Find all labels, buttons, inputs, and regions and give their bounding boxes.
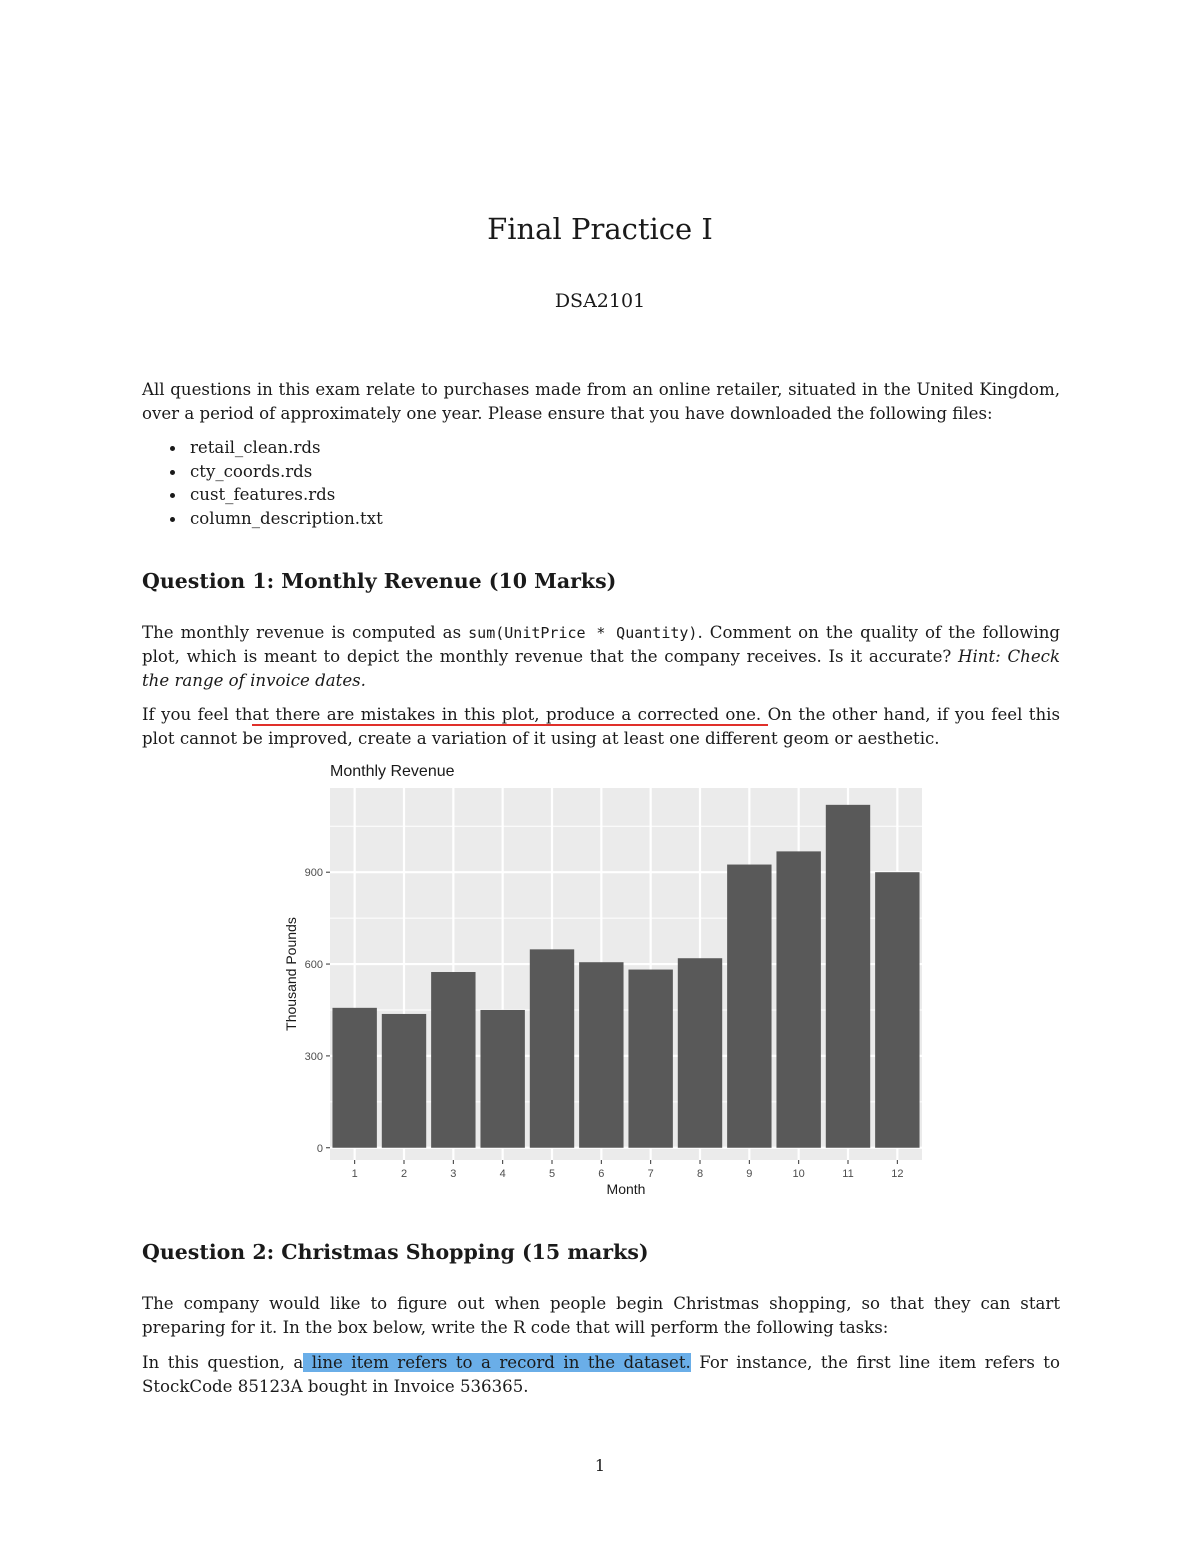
x-tick-label: 4 — [499, 1168, 506, 1180]
q1-text: If you feel th — [142, 705, 253, 724]
bar-month-11 — [826, 805, 870, 1148]
y-tick-label: 900 — [304, 867, 323, 880]
x-tick-label: 8 — [696, 1168, 704, 1180]
x-tick-label: 10 — [792, 1168, 805, 1180]
x-axis-label: Month — [606, 1181, 646, 1197]
bar-month-12 — [875, 872, 919, 1148]
monthly-revenue-chart — [275, 755, 935, 1205]
list-item: cty_coords.rds — [170, 460, 383, 484]
list-item: column_description.txt — [170, 507, 383, 531]
x-tick-label: 6 — [598, 1168, 605, 1180]
x-tick-label: 11 — [842, 1168, 854, 1180]
q2-text: For instance, the first line item refers to StockCode 85123A bought in Invoice 536365. — [142, 1353, 1060, 1396]
bar-month-9 — [727, 865, 771, 1148]
bar-month-10 — [776, 851, 820, 1147]
question-1-paragraph-1 — [142, 621, 1060, 693]
y-axis-label: Thousand Pounds — [283, 917, 299, 1031]
question-2-paragraph-2 — [142, 1351, 1060, 1399]
chart-title: Monthly Revenue — [330, 763, 455, 780]
intro-paragraph: All questions in this exam relate to purchases made from an online retailer, situated in the United Kingdom, over a period of approximately one year. Please ensure that you have downloaded the following files: — [142, 380, 1060, 423]
q1-text: . Comment on the quality of the following plot, which is meant to depict the monthly revenue that the company receives. Is it accurate? — [142, 623, 1060, 666]
x-tick-label: 7 — [647, 1168, 654, 1180]
q1-text: The monthly revenue is computed as — [142, 623, 469, 642]
bar-month-6 — [579, 962, 623, 1148]
y-tick-label: 600 — [304, 959, 323, 972]
file-list — [170, 436, 383, 530]
question-2-paragraph-1: The company would like to figure out when people begin Christmas shopping, so that they can start preparing for it. In the box below, write the R code that will perform the following tasks: — [142, 1294, 1060, 1337]
x-tick-label: 12 — [891, 1168, 904, 1180]
bar-month-1 — [332, 1008, 376, 1148]
q1-hint: Hint: Check the range of invoice dates. — [142, 647, 1060, 690]
y-axis — [305, 867, 330, 1155]
x-axis — [352, 1160, 904, 1180]
bar-month-8 — [678, 958, 722, 1148]
question-2-heading: Question 2: Christmas Shopping (15 marks) — [142, 1240, 649, 1264]
bar-month-2 — [382, 1014, 426, 1148]
question-1-paragraph-2 — [142, 703, 1060, 751]
x-tick-label: 9 — [746, 1168, 753, 1180]
page-title: Final Practice I — [487, 212, 713, 246]
x-tick-label: 3 — [450, 1168, 457, 1180]
x-tick-label: 1 — [351, 1168, 358, 1180]
bar-month-7 — [628, 970, 672, 1148]
question-1-heading: Question 1: Monthly Revenue (10 Marks) — [142, 569, 617, 593]
list-item: retail_clean.rds — [170, 436, 383, 460]
y-tick-label: 0 — [316, 1142, 323, 1155]
y-tick-label: 300 — [304, 1050, 323, 1063]
red-underline-annotation: at there are mistakes in this plot, produce a corrected one. — [252, 705, 768, 724]
course-code: DSA2101 — [554, 290, 646, 312]
q1-text: On the other hand, if you feel this plot cannot be improved, create a variation of it using at least one different geom or aesthetic. — [142, 705, 1060, 748]
bar-month-5 — [530, 949, 574, 1147]
q1-code: sum(UnitPrice * Quantity) — [468, 624, 698, 642]
x-tick-label: 2 — [400, 1168, 408, 1180]
highlight-annotation: line item refers to a record in the dataset. — [303, 1353, 691, 1372]
page-number: 1 — [594, 1456, 606, 1475]
x-tick-label: 5 — [548, 1168, 556, 1180]
bar-month-4 — [480, 1010, 524, 1148]
bar-month-3 — [431, 972, 475, 1148]
q2-text: In this question, a — [142, 1353, 304, 1372]
list-item: cust_features.rds — [170, 483, 383, 507]
